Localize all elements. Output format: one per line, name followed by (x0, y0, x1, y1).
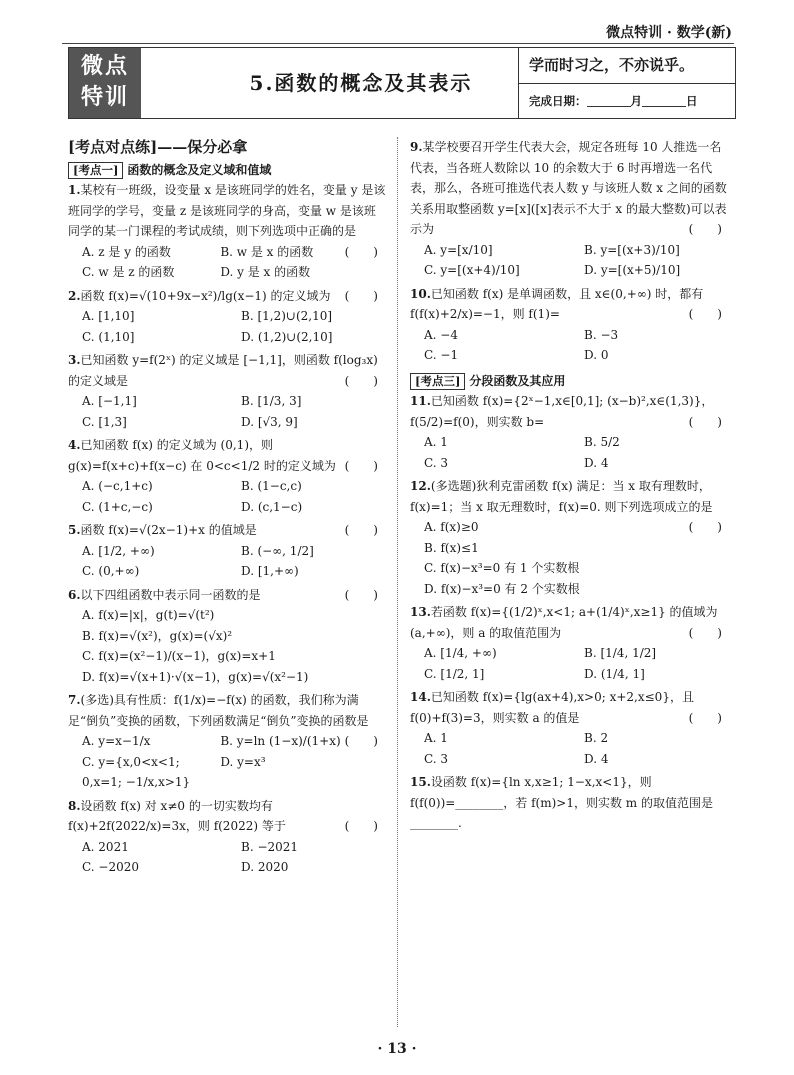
options (68, 605, 386, 687)
option: B. [1,2)∪(2,10] (241, 309, 333, 323)
answer-blank: ( ) (688, 222, 722, 236)
options (410, 240, 730, 281)
answer-blank: ( ) (344, 458, 378, 473)
option: D. (c,1−c) (241, 499, 303, 514)
option: C. −1 (424, 348, 459, 362)
option: B. −2021 (241, 839, 299, 854)
question (68, 520, 386, 585)
options (410, 728, 730, 769)
question (410, 687, 730, 772)
options (68, 476, 386, 517)
option: D. (1,2)∪(2,10] (241, 329, 333, 344)
options (68, 837, 386, 878)
question-stem: 若函数 f(x)={(1/2)ˣ,x<1; a+(1/4)ˣ,x≥1} 的值域为 (a,+∞)，则 a 的取值范围为 (410, 605, 718, 640)
question (410, 772, 730, 837)
motto: 学而时习之，不亦说乎。 (519, 48, 735, 84)
question-number: 6. (68, 587, 81, 602)
header-banner (68, 47, 736, 119)
question-stem: 某校有一班级，设变量 x 是该班同学的姓名，变量 y 是该班同学的学号，变量 z 是该班同学的身高，变量 w 是该班同学的某一门课程的考试成绩，则下列选项中正确的是 (68, 183, 386, 238)
answer-blank: ( ) (344, 734, 378, 748)
topic-subhead (410, 371, 730, 392)
completion-date: 完成日期： 月 日 (529, 94, 698, 108)
answer-blank: ( ) (344, 819, 378, 833)
option: C. f(x)−x³=0 有 1 个实数根 (424, 561, 580, 575)
question (410, 137, 730, 284)
question-number: 7. (68, 693, 81, 707)
option: C. 3 (424, 751, 449, 766)
option: A. f(x)≥0 (424, 520, 479, 534)
answer-blank: ( ) (344, 523, 378, 537)
question-number: 13. (410, 605, 431, 619)
question-stem: 已知函数 f(x) 是单调函数，且 x∈(0,+∞) 时，都有 f(f(x)+2/x)=−1，则 f(1)= (410, 286, 704, 321)
option: C. (1,10] (82, 329, 135, 344)
top-rule (62, 43, 734, 44)
option: C. w 是 z 的函数 (82, 265, 175, 279)
question-number: 4. (68, 438, 81, 452)
options (68, 242, 345, 283)
question-stem: (多选题)狄利克雷函数 f(x) 满足：当 x 取有理数时，f(x)=1；当 x 取无理数时，f(x)=0. 则下列选项成立的是 (410, 479, 713, 514)
question-number: 11. (410, 394, 431, 408)
options (68, 541, 386, 582)
question-stem: 已知函数 f(x)={lg(ax+4),x>0; x+2,x≤0}，且 f(0)+f(3)=3，则实数 a 的值是 (410, 690, 694, 725)
option: A. [1,10] (82, 309, 135, 323)
logo: 微点 特训 (69, 48, 141, 118)
option: D. f(x)=√(x+1)·√(x−1)，g(x)=√(x²−1) (82, 669, 309, 684)
options (68, 306, 386, 347)
right-column (410, 137, 730, 837)
question-stem: 以下四组函数中表示同一函数的是 (80, 587, 261, 602)
option: B. f(x)=√(x²)，g(x)=(√x)² (82, 628, 233, 643)
option: A. (−c,1+c) (82, 479, 153, 493)
option: D. [√3, 9] (241, 414, 298, 429)
option: D. 4 (584, 751, 609, 766)
option: A. f(x)=|x|，g(t)=√(t²) (82, 608, 215, 622)
question (68, 286, 386, 351)
question-stem: 已知函数 f(x) 的定义域为 (0,1)，则 g(x)=f(x+c)+f(x−c) 在 0<c<1/2 时的定义域为 (68, 438, 336, 473)
question-number: 2. (68, 288, 81, 303)
option: C. f(x)=(x²−1)/(x−1)，g(x)=x+1 (82, 649, 276, 663)
option: C. [1,3] (82, 414, 127, 429)
option: B. (−∞, 1/2] (241, 543, 314, 558)
option: A. 2021 (82, 839, 129, 854)
option: A. 1 (424, 731, 448, 745)
question-number: 10. (410, 286, 431, 301)
option: D. [1,+∞) (241, 564, 299, 578)
option: B. y=[(x+3)/10] (584, 242, 680, 257)
options (410, 325, 730, 366)
answer-blank: ( ) (688, 307, 722, 321)
option: C. (1+c,−c) (82, 499, 153, 514)
options (410, 432, 730, 473)
answer-blank: ( ) (344, 288, 378, 303)
question (410, 284, 730, 369)
answer-blank: ( ) (344, 373, 378, 388)
question-number: 14. (410, 690, 431, 704)
options (410, 517, 689, 599)
section-title: [考点对点练]——保分必拿 (68, 138, 248, 156)
question-stem: 设函数 f(x)={ln x,x≥1; 1−x,x<1}，则 f(f(0))=________，若 f(m)>1，则实数 m 的取值范围是________. (410, 775, 713, 830)
option: D. y 是 x 的函数 (220, 265, 311, 279)
option: A. [1/2, +∞) (82, 543, 155, 558)
option: A. −4 (424, 327, 458, 342)
answer-blank: ( ) (688, 414, 722, 429)
question-stem: 函数 f(x)=√(10+9x−x²)/lg(x−1) 的定义域为 (80, 288, 331, 303)
option: A. [−1,1] (82, 394, 137, 408)
option: C. −2020 (82, 860, 139, 874)
answer-blank: ( ) (344, 244, 378, 259)
answer-blank: ( ) (688, 710, 722, 725)
option: D. f(x)−x³=0 有 2 个实数根 (424, 581, 580, 596)
option: C. y=[(x+4)/10] (424, 263, 520, 277)
question-number: 9. (410, 140, 423, 154)
answer-blank: ( ) (344, 587, 378, 602)
question-stem: 函数 f(x)=√(2x−1)+x 的值域是 (80, 523, 257, 537)
option: A. z 是 y 的函数 (82, 244, 171, 259)
question (68, 796, 386, 881)
question (410, 476, 730, 602)
question-number: 12. (410, 479, 431, 493)
topic-title: 5.函数的概念及其表示 (249, 71, 473, 95)
question (410, 391, 730, 476)
question-number: 5. (68, 523, 81, 537)
option: B. w 是 x 的函数 (220, 244, 314, 259)
question (68, 350, 386, 435)
topic-subhead (68, 160, 386, 181)
option: C. 3 (424, 455, 449, 470)
question (68, 585, 386, 691)
options (68, 391, 386, 432)
option: A. y=[x/10] (424, 242, 493, 257)
left-column (68, 137, 386, 881)
question (410, 602, 730, 687)
options (68, 731, 345, 793)
option: B. 2 (584, 731, 609, 745)
question-stem: 设函数 f(x) 对 x≠0 的一切实数均有 f(x)+2f(2022/x)=3x，则 f(2022) 等于 (68, 798, 286, 833)
option: B. −3 (584, 327, 619, 342)
option: D. (1/4, 1] (584, 666, 645, 681)
question-number: 15. (410, 775, 431, 789)
option: A. [1/4, +∞) (424, 646, 497, 660)
option: D. y=x³ (220, 754, 266, 769)
question-number: 1. (68, 183, 81, 197)
series-title: 微点特训 · 数学(新) (606, 25, 732, 41)
answer-blank: ( ) (688, 625, 722, 640)
topic-tag: [考点三] (410, 373, 465, 390)
question (68, 690, 386, 796)
option: A. 1 (424, 435, 448, 449)
option: A. y=x−1/x (82, 734, 151, 748)
page-number: · 13 · (377, 1041, 417, 1057)
topic-subhead-text: 分段函数及其应用 (469, 373, 566, 388)
option: D. 2020 (241, 860, 289, 874)
question (68, 180, 386, 286)
option: B. f(x)≤1 (424, 540, 479, 555)
option: C. [1/2, 1] (424, 666, 485, 681)
option: B. [1/3, 3] (241, 394, 302, 408)
question-stem: (多选)具有性质：f(1/x)=−f(x) 的函数，我们称为满足“倒负”变换的函数，下列函数满足“倒负”变换的函数是 (68, 693, 369, 728)
option: B. y=ln (1−x)/(1+x) (220, 734, 341, 748)
topic-tag: [考点一] (68, 162, 123, 179)
question-stem: 已知函数 f(x)={2ˣ−1,x∈[0,1]; (x−b)²,x∈(1,3)}，f(5/2)=f(0)，则实数 b= (410, 394, 714, 429)
option: D. 0 (584, 348, 609, 362)
option: D. y=[(x+5)/10] (584, 263, 681, 277)
option: D. 4 (584, 455, 609, 470)
motto-box (518, 48, 735, 118)
topic-subhead-text: 函数的概念及定义域和值域 (127, 162, 272, 177)
option: B. [1/4, 1/2] (584, 646, 657, 660)
answer-blank: ( ) (688, 520, 722, 534)
options (410, 643, 730, 684)
option: C. y={x,0<x<1; 0,x=1; −1/x,x>1} (82, 754, 191, 789)
question-number: 8. (68, 798, 81, 813)
option: B. 5/2 (584, 435, 620, 449)
question-stem: 已知函数 y=f(2ˣ) 的定义域是 [−1,1]，则函数 f(log₃x) 的定义域是 (68, 353, 378, 388)
question-stem: 某学校要召开学生代表大会，规定各班每 10 人推选一名代表，当各班人数除以 10 的余数大于 6 时再增选一名代表，那么，各班可推选代表人数 y 与该班人数 x 之间的函数关系用取整函数 y=[x]([x]表示不大于 x 的最大整数)可以表示为 (410, 140, 727, 236)
option: C. (0,+∞) (82, 564, 140, 578)
question (68, 435, 386, 520)
column-divider (397, 137, 398, 1027)
question-number: 3. (68, 353, 81, 367)
option: B. (1−c,c) (241, 479, 302, 493)
